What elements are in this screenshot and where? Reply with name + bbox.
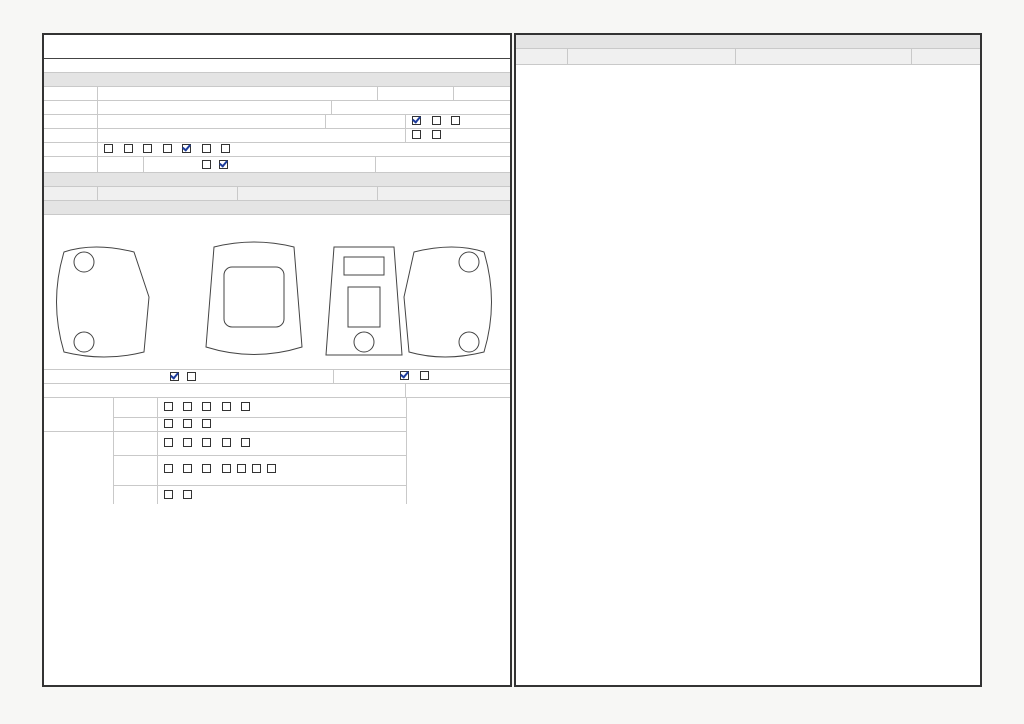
rankA-label (114, 432, 158, 455)
warranty-insurance[interactable] (215, 160, 230, 169)
wheel-rear-right (459, 332, 479, 352)
detail-col-device (516, 49, 568, 64)
accident-history-row (44, 370, 510, 384)
simple-repair-options (394, 371, 435, 382)
fuel-diesel[interactable] (120, 144, 135, 153)
engine-label (44, 157, 98, 172)
first-reg-label (44, 115, 98, 128)
checkbox[interactable] (183, 490, 192, 499)
checkbox[interactable] (164, 402, 173, 411)
rankC-row (114, 486, 406, 504)
checkbox[interactable] (202, 160, 211, 169)
option-cvt[interactable] (408, 130, 423, 139)
parts-table (44, 398, 510, 504)
first-reg-row (44, 115, 510, 129)
car-underside (326, 247, 402, 355)
summary-header (44, 173, 510, 187)
option-semi-auto[interactable] (447, 116, 462, 125)
accident-header (44, 201, 510, 215)
wheel-front-right (459, 252, 479, 272)
vin-label (44, 129, 98, 142)
checkbox[interactable] (219, 160, 228, 169)
parts-header (44, 384, 406, 397)
rankB-items (158, 464, 282, 477)
checkbox[interactable] (164, 490, 173, 499)
checkbox[interactable] (252, 464, 261, 473)
frame-label (44, 432, 114, 504)
document-number-row (44, 59, 510, 73)
transmission-options-2 (406, 130, 447, 141)
rank2-items (158, 419, 217, 430)
part-cross-member[interactable] (179, 438, 194, 447)
checkbox[interactable] (183, 419, 192, 428)
transmission-label (326, 115, 406, 128)
rankB-row (114, 456, 406, 486)
parts-price (406, 398, 510, 504)
rank2-row (114, 418, 406, 432)
part-trunk-floor[interactable] (218, 438, 233, 447)
part-radiator-support[interactable] (237, 402, 252, 411)
engine-value (98, 157, 144, 172)
panel-floor (348, 287, 380, 327)
checkbox[interactable] (222, 402, 231, 411)
fuel-label (44, 143, 98, 156)
checkbox[interactable] (124, 144, 133, 153)
rankC-label (114, 486, 158, 504)
car-reg-label (378, 87, 454, 100)
rank1-row (114, 398, 406, 418)
part-hood[interactable] (160, 402, 175, 411)
checkbox[interactable] (400, 371, 409, 380)
car-left-side (57, 247, 150, 357)
checkbox[interactable] (202, 402, 211, 411)
fuel-other[interactable] (217, 144, 232, 153)
checkbox[interactable] (104, 144, 113, 153)
option-auto[interactable] (408, 116, 423, 125)
accident-options (164, 370, 334, 383)
checkbox[interactable] (182, 144, 191, 153)
option-manual[interactable] (428, 116, 443, 125)
checkbox[interactable] (202, 144, 211, 153)
part-pillar-panel[interactable] (218, 464, 278, 473)
fuel-gasoline[interactable] (100, 144, 115, 153)
rank2-label (114, 418, 158, 431)
checkbox[interactable] (183, 402, 192, 411)
accident-yes[interactable] (183, 372, 198, 381)
repair-none[interactable] (396, 371, 411, 380)
part-dash-panel[interactable] (160, 490, 175, 499)
first-reg-date (98, 115, 326, 128)
vin-value (98, 129, 406, 142)
checkbox[interactable] (267, 464, 276, 473)
transmission-options (406, 116, 466, 127)
spare-wheel (354, 332, 374, 352)
fuel-hydrogen[interactable] (198, 144, 213, 153)
car-name-label (44, 87, 98, 100)
basic-info-header (44, 73, 510, 87)
checkbox[interactable] (202, 438, 211, 447)
summary-columns (44, 187, 510, 201)
part-side-member[interactable] (160, 464, 175, 473)
checkbox[interactable] (170, 372, 179, 381)
rank-rows (114, 398, 406, 504)
repair-yes[interactable] (416, 371, 431, 380)
detail-columns (516, 49, 980, 65)
part-trunk-lid[interactable] (218, 402, 233, 411)
checkbox[interactable] (420, 371, 429, 380)
inspection-record-panel (42, 33, 512, 687)
detail-header (516, 35, 980, 49)
checkbox[interactable] (451, 116, 460, 125)
fuel-options (98, 144, 236, 155)
fuel-lpg[interactable] (139, 144, 154, 153)
inspection-period-label (126, 101, 332, 114)
rank1-items (158, 402, 256, 414)
part-door[interactable] (198, 402, 213, 411)
year-row (44, 101, 510, 115)
document-title (44, 35, 510, 59)
rank1-label (114, 398, 158, 417)
car-roof (224, 267, 284, 327)
checkbox[interactable] (222, 438, 231, 447)
detail-status-panel (514, 33, 982, 687)
rankC-items (158, 490, 198, 501)
part-side-sill[interactable] (198, 419, 213, 428)
checkbox[interactable] (202, 419, 211, 428)
option-other[interactable] (428, 130, 443, 139)
checkbox[interactable] (241, 438, 250, 447)
part-quarter-panel[interactable] (160, 419, 175, 428)
wheel-rear-left (74, 332, 94, 352)
summary-col-state (98, 187, 238, 200)
checkbox[interactable] (221, 144, 230, 153)
panel-front (344, 257, 384, 275)
fuel-row (44, 143, 510, 157)
fuel-hybrid[interactable] (159, 144, 174, 153)
engine-row (44, 157, 510, 173)
part-rear-panel[interactable] (237, 438, 252, 447)
detail-col-item (568, 49, 736, 64)
checkbox[interactable] (164, 464, 173, 473)
car-model (178, 87, 378, 100)
car-name-row (44, 87, 510, 101)
checkbox[interactable] (432, 130, 441, 139)
part-inside-panel[interactable] (198, 438, 213, 447)
part-front-panel[interactable] (160, 438, 175, 447)
checkbox[interactable] (187, 372, 196, 381)
checkbox[interactable] (183, 464, 192, 473)
car-top-view (206, 242, 302, 355)
checkbox[interactable] (164, 419, 173, 428)
checkbox[interactable] (143, 144, 152, 153)
vin-row (44, 129, 510, 143)
car-outline-diagram (44, 237, 512, 367)
warranty-self[interactable] (198, 160, 213, 169)
rankB-label (114, 456, 158, 485)
checkbox[interactable] (241, 402, 250, 411)
vehicle-diagram (44, 215, 510, 370)
checkbox[interactable] (222, 464, 231, 473)
parts-header-row (44, 384, 510, 398)
part-roof-panel[interactable] (179, 419, 194, 428)
accident-none[interactable] (166, 372, 181, 381)
warranty-options (196, 157, 376, 172)
checkbox[interactable] (432, 116, 441, 125)
part-front-fender[interactable] (179, 402, 194, 411)
checkbox[interactable] (163, 144, 172, 153)
year-label (44, 101, 98, 114)
rankA-row (114, 432, 406, 456)
part-wheel-house[interactable] (179, 464, 194, 473)
part-package-tray[interactable] (198, 464, 213, 473)
summary-col-item (238, 187, 378, 200)
detail-col-state (736, 49, 912, 64)
checkbox[interactable] (412, 116, 421, 125)
checkbox[interactable] (412, 130, 421, 139)
wheel-front-left (74, 252, 94, 272)
rankA-items (158, 438, 256, 450)
checkbox[interactable] (202, 464, 211, 473)
outer-panel-label (44, 398, 114, 432)
checkbox[interactable] (164, 438, 173, 447)
checkbox[interactable] (237, 464, 246, 473)
part-floor-panel[interactable] (179, 490, 194, 499)
summary-col-history (44, 187, 98, 200)
car-right-side (404, 247, 492, 357)
fuel-electric[interactable] (178, 144, 193, 153)
checkbox[interactable] (183, 438, 192, 447)
